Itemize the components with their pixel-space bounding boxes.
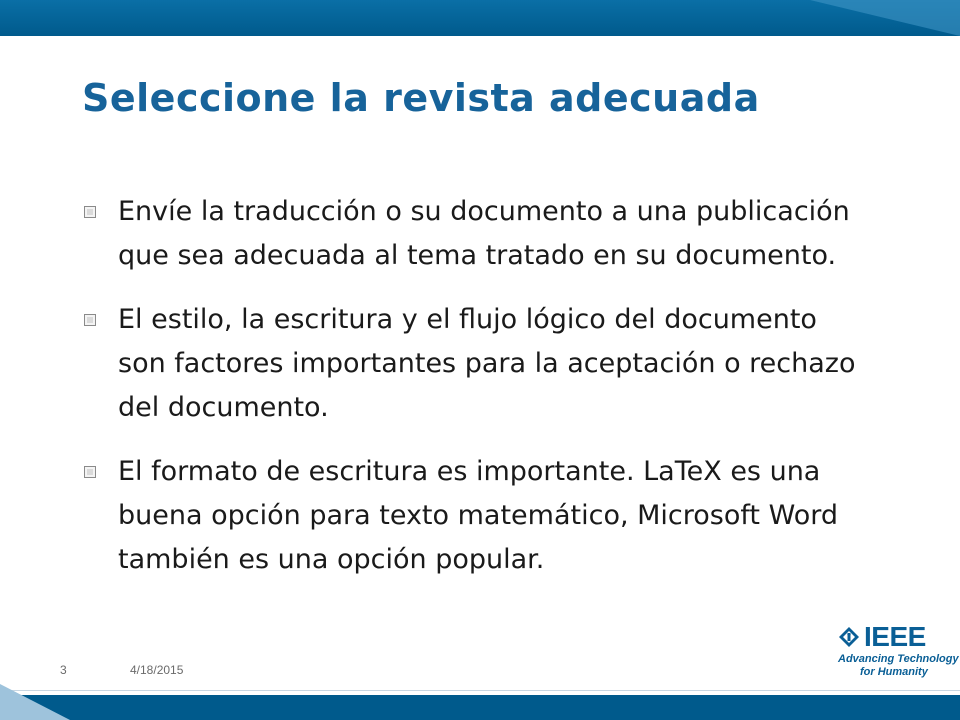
bullet-square-icon [84, 314, 96, 326]
bullet-square-icon [84, 206, 96, 218]
ieee-wordmark: IEEE [864, 621, 926, 652]
slide-title: Seleccione la revista adecuada [82, 76, 760, 120]
bottom-footer-band [0, 695, 960, 720]
bullet-item [82, 190, 872, 278]
bullet-text: Envíe la traducción o su documento a una publicación que sea adecuada al tema tratado en su documento. [118, 196, 850, 271]
logo-tagline-line2: for Humanity [860, 666, 928, 678]
bullet-item [82, 450, 872, 582]
bullet-square-icon [84, 466, 96, 478]
bottom-footer-accent [0, 684, 70, 720]
bullet-text: El formato de escritura es importante. LaTeX es una buena opción para texto matemático, Microsoft Word también es una opción popular. [118, 456, 838, 575]
page-number: 3 [60, 663, 67, 677]
bullet-item [82, 298, 872, 430]
logo-tagline-line1: Advancing Technology [838, 653, 959, 665]
bullet-text: El estilo, la escritura y el flujo lógico del documento son factores importantes para la aceptación o rechazo del documento. [118, 304, 856, 423]
ieee-logo [838, 621, 959, 678]
footer-date: 4/18/2015 [130, 663, 184, 677]
bullet-list [82, 190, 872, 602]
ieee-diamond-icon [838, 626, 860, 648]
footer-divider [0, 690, 960, 691]
top-header-accent [810, 0, 960, 36]
